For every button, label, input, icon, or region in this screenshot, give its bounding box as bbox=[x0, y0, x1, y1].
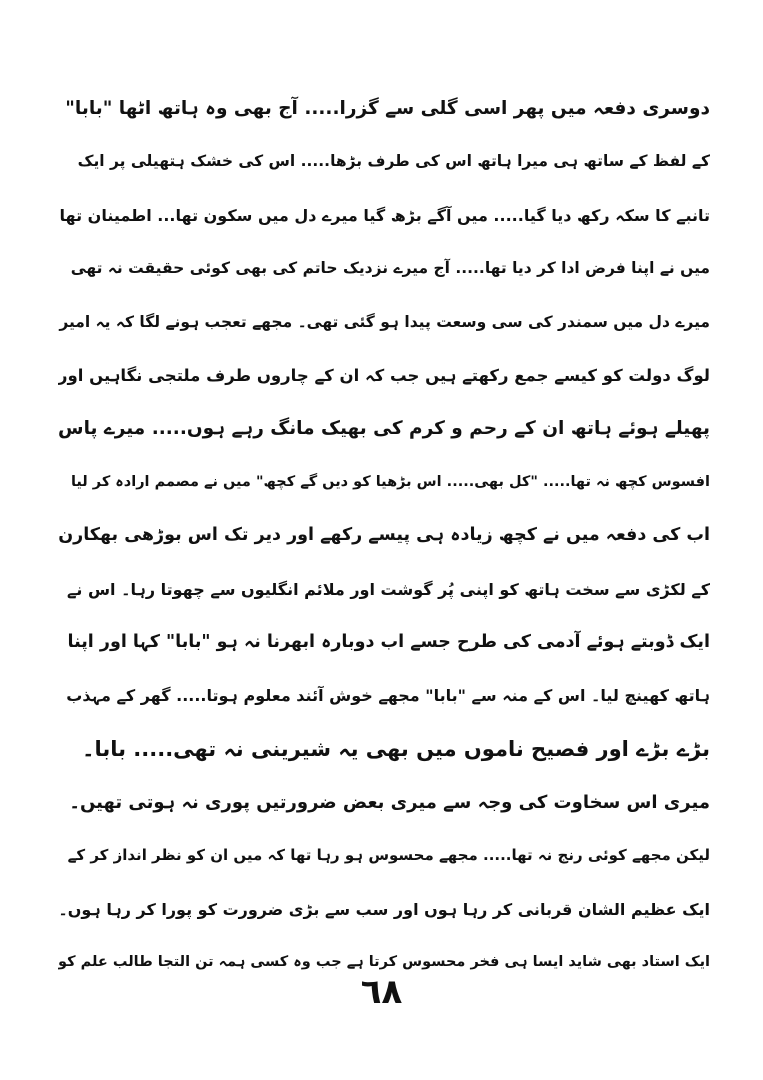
text-line: کے لکڑی سے سخت ہاتھ کو اپنی پُر گوشت اور ملائم انگلیوں سے چھوتا رہا۔ اس نے bbox=[67, 579, 710, 599]
text-line: تانبے کا سکہ رکھ دیا گیا..... میں آگے بڑھ گیا میرے دل میں سکون تھا... اطمینان تھا bbox=[59, 205, 710, 225]
text-line: کے لفظ کے ساتھ ہی میرا ہاتھ اس کی طرف بڑھا..... اس کی خشک ہتھیلی پر ایک bbox=[77, 152, 710, 171]
body-text bbox=[58, 82, 710, 990]
text-line: لیکن مجھے کوئی رنج نہ تھا..... مجھے محسوس ہو رہا تھا کہ میں ان کو نظر انداز کر کے bbox=[67, 846, 710, 865]
text-line: اب کی دفعہ میں نے کچھ زیادہ ہی پیسے رکھے اور دیر تک اس بوڑھی بھکارن bbox=[58, 525, 710, 546]
text-line: ایک عظیم الشان قربانی کر رہا ہوں اور سب سے بڑی ضرورت کو پورا کر رہا ہوں۔ bbox=[58, 899, 710, 919]
text-line: ہاتھ کھینچ لیا۔ اس کے منہ سے "بابا" مجھے خوش آئند معلوم ہوتا..... گھر کے مہذب bbox=[66, 686, 710, 706]
text-line: بڑے بڑے اور فصیح ناموں میں بھی یہ شیرینی نہ تھی..... بابا۔ bbox=[82, 736, 710, 761]
text-line: افسوس کچھ نہ تھا..... "کل بھی..... اس بڑھیا کو دیں گے کچھ" میں نے مصمم ارادہ کر لیا bbox=[70, 473, 710, 490]
text-line: میرے دل میں سمندر کی سی وسعت پیدا ہو گئی تھی۔ مجھے تعجب ہونے لگا کہ یہ امیر bbox=[59, 312, 710, 331]
text-line: پھیلے ہوئے ہاتھ ان کے رحم و کرم کی بھیک مانگ رہے ہوں..... میرے پاس bbox=[58, 418, 710, 440]
text-line: لوگ دولت کو کیسے جمع رکھتے ہیں جب کہ ان کے چاروں طرف ملتجی نگاہیں اور bbox=[58, 365, 710, 385]
text-line: میری اس سخاوت کی وجہ سے میری بعض ضرورتیں پوری نہ ہوتی تھیں۔ bbox=[69, 792, 710, 814]
page-number: ٦٨ bbox=[360, 972, 403, 1012]
text-line: ایک استاد بھی شاید ایسا ہی فخر محسوس کرتا ہے جب وہ کسی ہمہ تن التجا طالب علم کو bbox=[58, 954, 710, 971]
text-line: میں نے اپنا فرض ادا کر دیا تھا..... آج میرے نزدیک حاتم کی بھی کوئی حقیقت نہ تھی bbox=[70, 259, 710, 278]
text-line: ایک ڈوبتے ہوئے آدمی کی طرح جسے اب دوبارہ ابھرنا نہ ہو "بابا" کہا اور اپنا bbox=[67, 631, 710, 652]
text-line: دوسری دفعہ میں پھر اسی گلی سے گزرا..... آج بھی وہ ہاتھ اٹھا "بابا" bbox=[65, 98, 710, 119]
